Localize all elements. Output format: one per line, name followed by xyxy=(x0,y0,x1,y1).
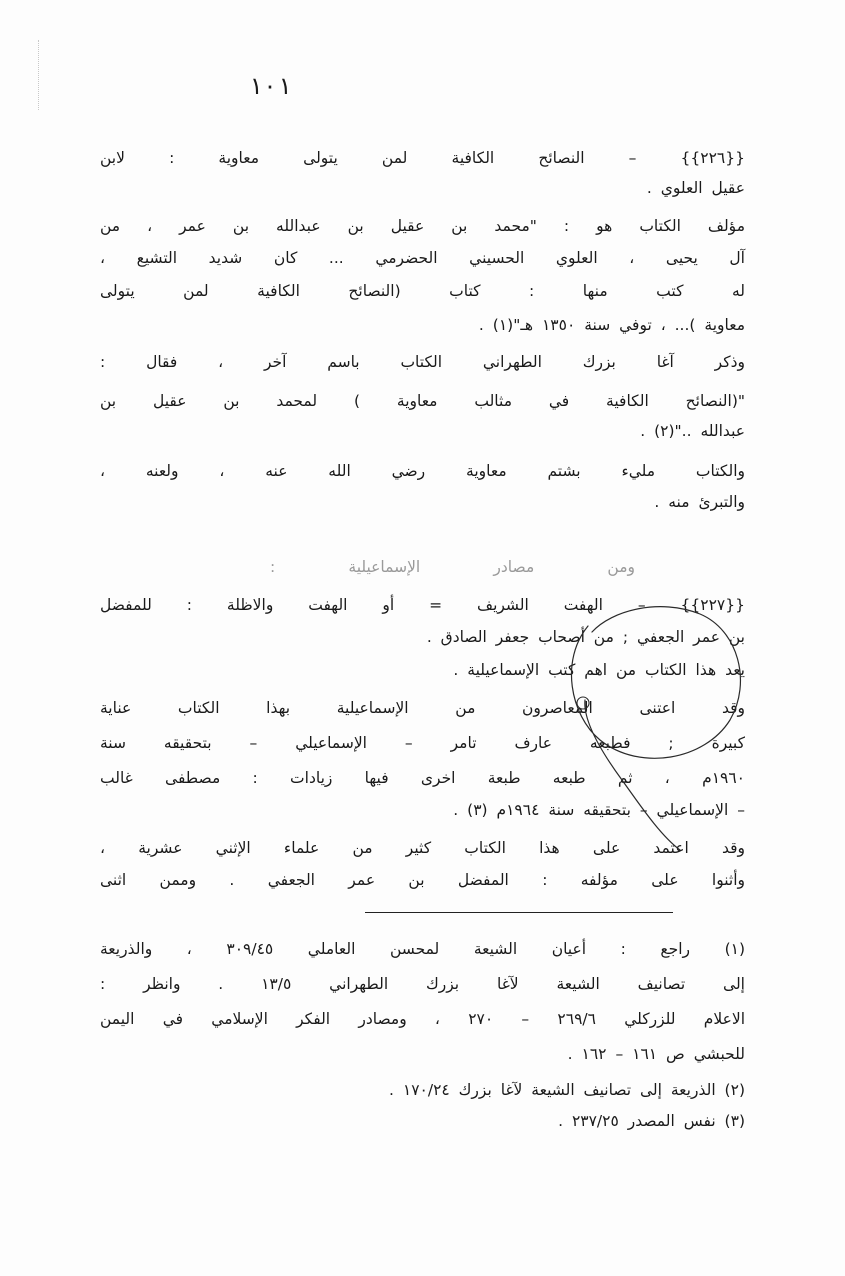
footnote-line-2: إلى تصانيف الشيعة لآغا بزرك الطهراني ١٣/٥ . وانظر : xyxy=(100,975,745,993)
body-line-4: آل يحيى ، العلوي الحسيني الحضرمي ... كان شديد التشيع ، xyxy=(100,249,745,267)
body-line-5: له كتب منها : كتاب (النصائح الكافية لمن يتولى xyxy=(100,282,745,300)
body-line-14: بن عمر الجعفي ; من أصحاب جعفر الصادق . xyxy=(426,628,745,646)
body-line-6: معاوية )... ، توفي سنة ١٣٥٠ هـ"(١) . xyxy=(478,316,745,334)
body-line-15: يعد هذا الكتاب من اهم كتب الإسماعيلية . xyxy=(453,661,745,679)
body-line-16: وقد اعتنى المعاصرون من الإسماعيلية بهذا الكتاب عناية xyxy=(100,699,745,717)
body-line-1: {{٢٢٦}} – النصائح الكافية لمن يتولى معاوية : لابن xyxy=(100,149,745,167)
body-line-19: – الإسماعيلي – بتحقيقه سنة ١٩٦٤م (٣) . xyxy=(453,801,745,819)
body-line-3: مؤلف الكتاب هو : "محمد بن عقيل بن عبدالله بن عمر ، من xyxy=(100,217,745,235)
footnote-divider xyxy=(365,912,673,913)
footnote-line-4: للحبشي ص ١٦١ – ١٦٢ . xyxy=(567,1045,745,1063)
section-heading: ومن مصادر الإسماعيلية : xyxy=(270,558,635,576)
margin-speck xyxy=(38,40,40,110)
body-line-11: والتبرئ منه . xyxy=(654,493,745,511)
footnote-line-3: الاعلام للزركلي ٢٦٩/٦ – ٢٧٠ ، ومصادر الفكر الإسلامي في اليمن xyxy=(100,1010,745,1028)
body-line-7: وذكر آغا بزرك الطهراني الكتاب باسم آخر ، فقال : xyxy=(100,353,745,371)
footnote-line-1: (١) راجع : أعيان الشيعة لمحسن العاملي ٣٠٩/٤٥ ، والذريعة xyxy=(100,940,746,958)
body-line-8: "(النصائح الكافية في مثالب معاوية ) لمحمد بن عقيل بن xyxy=(100,392,745,410)
body-line-21: وأثنوا على مؤلفه : المفضل بن عمر الجعفي . وممن اثنى xyxy=(100,871,745,889)
body-line-10: والكتاب مليء بشتم معاوية رضي الله عنه ، ولعنه ، xyxy=(100,462,745,480)
body-line-17: كبيرة ; فطبعه عارف تامر – الإسماعيلي – بتحقيقه سنة xyxy=(100,734,745,752)
body-line-9: عبدالله .."(٢) . xyxy=(640,422,745,440)
body-line-2: عقيل العلوي . xyxy=(646,179,745,197)
body-line-18: ١٩٦٠م ، ثم طبعه طبعة اخرى فيها زيادات : مصطفى غالب xyxy=(100,769,745,787)
body-line-20: وقد اعتمد على هذا الكتاب كثير من علماء الإثني عشرية ، xyxy=(100,839,745,857)
footnote-line-5: (٢) الذريعة إلى تصانيف الشيعة لآغا بزرك ١٧٠/٢٤ . xyxy=(389,1081,745,1099)
page-number: ١٠١ xyxy=(248,72,292,100)
footnote-line-6: (٣) نفس المصدر ٢٣٧/٢٥ . xyxy=(558,1112,745,1130)
body-line-13: {{٢٢٧}} – الهفت الشريف = أو الهفت والاظلة : للمفضل xyxy=(100,596,745,614)
